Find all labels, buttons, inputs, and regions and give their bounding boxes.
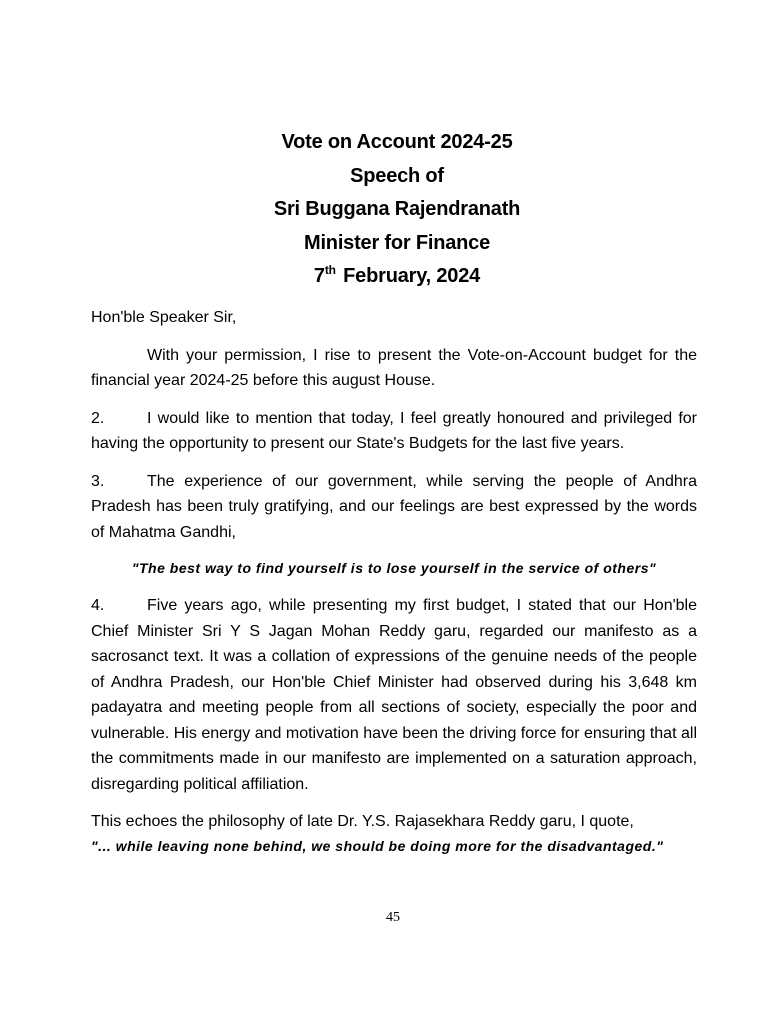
page-number: 45 bbox=[386, 910, 400, 925]
paragraph-3-number: 3. bbox=[91, 472, 105, 490]
paragraph-3-text: The experience of our government, while serving the people of Andhra Pradesh has been truly gratifying, and our feelings are best expressed by the words of Mahatma Gandhi, bbox=[91, 472, 697, 541]
date-suffix: th bbox=[324, 263, 336, 277]
paragraph-3 bbox=[91, 469, 697, 546]
date-rest: February, 2024 bbox=[343, 265, 481, 287]
gandhi-quote: "The best way to find yourself is to lose yourself in the service of others" bbox=[131, 560, 657, 576]
document-subtitle: Speech of bbox=[350, 164, 444, 187]
salutation: Hon'ble Speaker Sir, bbox=[91, 309, 237, 326]
paragraph-4-text: Five years ago, while presenting my first budget, I stated that our Hon'ble Chief Minister Sri Y S Jagan Mohan Reddy garu, regarded our manifesto as a sacrosanct text. It was a collation of expressions of the genuine needs of the people of Andhra Pradesh, our Hon'ble Chief Minister had observed during his 3,648 km padayatra and meeting people from all sections of society, especially the poor and vulnerable. His energy and motivation have been the driving force for ensuring that all the commitments made in our manifesto are implemented on a saturation approach, disregarding political affiliation. bbox=[91, 597, 697, 793]
ysr-quote: "... while leaving none behind, we should be doing more for the disadvantaged." bbox=[91, 837, 664, 854]
paragraph-1-text: With your permission, I rise to present the Vote-on-Account budget for the financial year 2024-25 before this august House. bbox=[91, 346, 697, 389]
speaker-designation: Minister for Finance bbox=[303, 231, 491, 254]
paragraph-4-number: 4. bbox=[91, 597, 105, 614]
speaker-name: Sri Buggana Rajendranath bbox=[273, 198, 521, 220]
paragraph-2-number: 2. bbox=[91, 409, 105, 427]
speech-title-block bbox=[0, 126, 768, 296]
paragraph-4 bbox=[91, 593, 697, 797]
speech-date bbox=[0, 260, 768, 296]
speech-body bbox=[91, 305, 697, 871]
paragraph-2 bbox=[91, 406, 697, 457]
paragraph-1 bbox=[91, 343, 697, 394]
paragraph-5: This echoes the philosophy of late Dr. Y.S. Rajasekhara Reddy garu, I quote, bbox=[91, 813, 634, 830]
document-title: Vote on Account 2024-25 bbox=[281, 131, 513, 153]
paragraph-2-text: I would like to mention that today, I feel greatly honoured and privileged for having the opportunity to present our State's Budgets for the last five years. bbox=[91, 409, 697, 452]
date-day: 7 bbox=[313, 265, 325, 287]
